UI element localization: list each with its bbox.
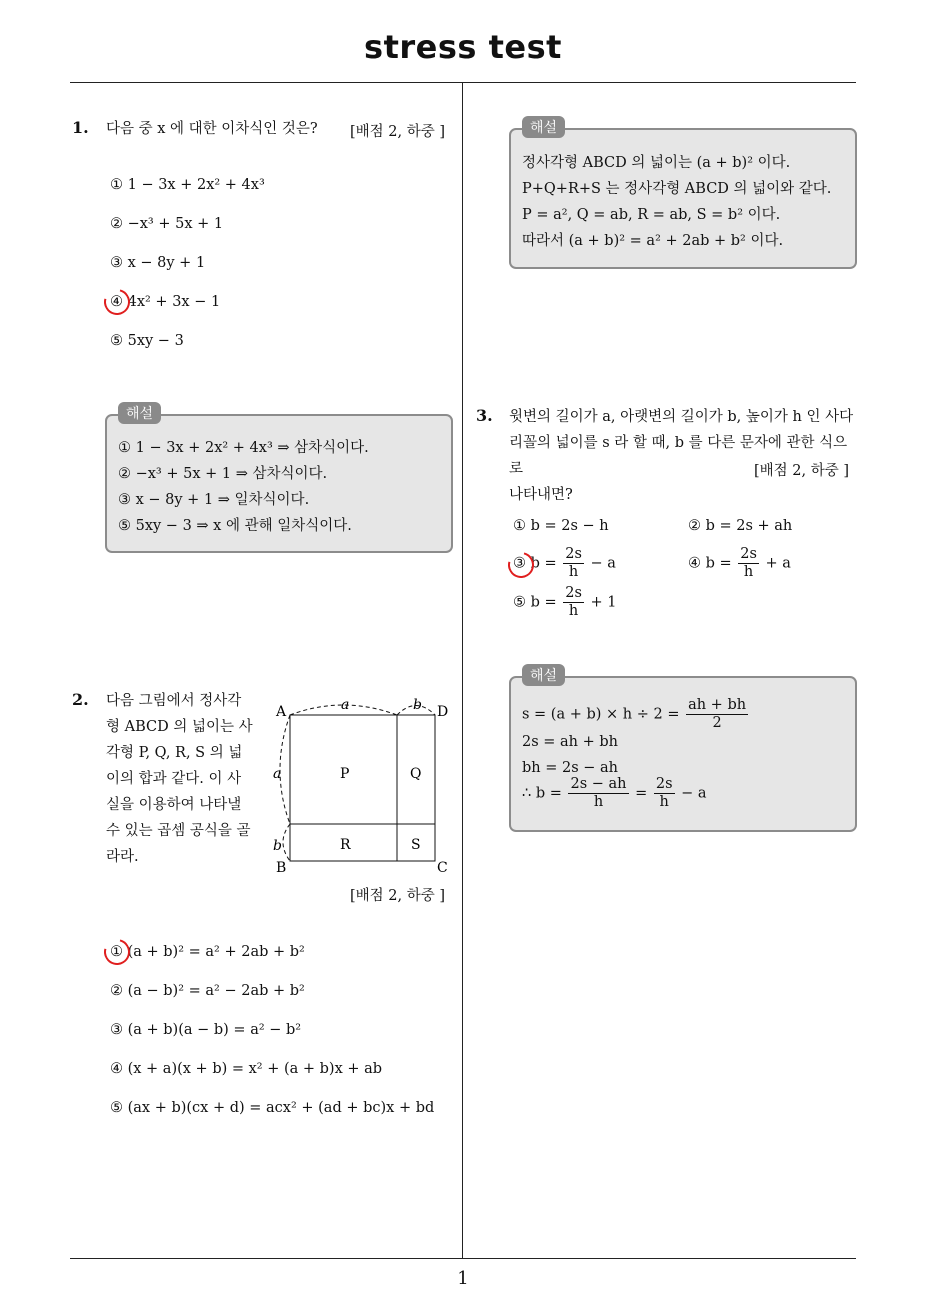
q1-solution-line: ② −x³ + 5x + 1 ⇒ 삼차식이다. (118, 466, 328, 482)
q2-option-5[interactable]: ⑤ (ax + b)(cx + d) = acx² + (ad + bc)x + bd (110, 1100, 435, 1116)
q3-option-5[interactable]: ⑤ b = $\frac{2s}{h}$ + 1 (513, 585, 617, 619)
q1-solution-line: ① 1 − 3x + 2x² + 4x³ ⇒ 삼차식이다. (118, 440, 369, 456)
corner-C: C (437, 860, 448, 876)
q2-solution-line: 따라서 (a + b)² = a² + 2ab + b² 이다. (522, 233, 784, 249)
region-S: S (411, 837, 421, 853)
label-left-b: b (273, 838, 282, 854)
q1-option-3[interactable]: ③ x − 8y + 1 (110, 255, 206, 271)
q1-option-4[interactable]: ④ 4x² + 3x − 1 (110, 294, 221, 310)
q1-score: [배점 2, 하중 ] (350, 124, 446, 140)
q2-solution-line: P = a², Q = ab, R = ab, S = b² 이다. (522, 207, 781, 223)
corner-B: B (276, 860, 287, 876)
label-top-a: a (341, 697, 350, 713)
page-number: 1 (457, 1268, 469, 1289)
corner-D: D (437, 704, 449, 720)
q2-option-4[interactable]: ④ (x + a)(x + b) = x² + (a + b)x + ab (110, 1061, 383, 1077)
header-rule (70, 82, 856, 83)
q1-text: 다음 중 x 에 대한 이차식인 것은? (106, 121, 318, 137)
q3-solution-line: 2s = ah + bh (522, 734, 619, 750)
q3-solution-line: s = (a + b) × h ÷ 2 = $\frac{ah + bh}{2}$ (522, 697, 747, 731)
q1-option-2[interactable]: ② −x³ + 5x + 1 (110, 216, 224, 232)
q2-solution-line: P+Q+R+S 는 정사각형 ABCD 의 넓이와 같다. (522, 181, 832, 197)
label-left-a: a (273, 766, 282, 782)
answer-mark-q2 (99, 934, 135, 970)
q2-solution-line: 정사각형 ABCD 의 넓이는 (a + b)² 이다. (522, 155, 791, 171)
q1-solution-line: ③ x − 8y + 1 ⇒ 일차식이다. (118, 492, 310, 508)
region-Q: Q (410, 766, 422, 782)
label-top-b: b (413, 697, 422, 713)
q2-text: 다음 그림에서 정사각 형 ABCD 의 넓이는 사 각형 P, Q, R, S 의 넓 이의 합과 같다. 이 사 실을 이용하여 나타낼 수 있는 곱셈 공식을 골 라라. (106, 693, 253, 865)
q2-option-3[interactable]: ③ (a + b)(a − b) = a² − b² (110, 1022, 302, 1038)
answer-mark-q1 (99, 284, 135, 320)
region-R: R (340, 837, 351, 853)
q2-option-1[interactable]: ① (a + b)² = a² + 2ab + b² (110, 944, 305, 960)
q3-option-3[interactable]: ③ b = $\frac{2s}{h}$ − a (513, 546, 616, 580)
q1-number: 1. (72, 118, 89, 137)
q2-score: [배점 2, 하중 ] (350, 888, 446, 904)
q3-option-1[interactable]: ① b = 2s − h (513, 518, 609, 534)
q1-option-5[interactable]: ⑤ 5xy − 3 (110, 333, 184, 349)
square-diagram (265, 690, 460, 880)
page-title: stress test (364, 28, 562, 66)
q3-number: 3. (476, 406, 493, 425)
q3-solution-line: bh = 2s − ah (522, 760, 619, 776)
q1-solution-tag: 해설 (118, 402, 161, 424)
q1-option-1[interactable]: ① 1 − 3x + 2x² + 4x³ (110, 177, 265, 193)
q3-option-2[interactable]: ② b = 2s + ah (688, 518, 793, 534)
q3-score: [배점 2, 하중 ] (754, 463, 850, 479)
q2-option-2[interactable]: ② (a − b)² = a² − 2ab + b² (110, 983, 305, 999)
region-P: P (340, 766, 350, 782)
q2-number: 2. (72, 690, 89, 709)
q3-option-4[interactable]: ④ b = $\frac{2s}{h}$ + a (688, 546, 791, 580)
column-divider (462, 83, 463, 1259)
q3-solution-line: ∴ b = $\frac{2s - ah}{h}$ = $\frac{2s}{h}$ − a (522, 776, 707, 810)
footer-rule (70, 1258, 856, 1259)
q3-text: 윗변의 길이가 a, 아랫변의 길이가 b, 높이가 h 인 사다 리꼴의 넓이를 s 라 할 때, b 를 다른 문자에 관한 식으로 나타내면? (509, 409, 854, 503)
corner-A: A (276, 704, 287, 720)
q3-solution-tag: 해설 (522, 664, 565, 686)
q2-solution-tag: 해설 (522, 116, 565, 138)
q1-solution-line: ⑤ 5xy − 3 ⇒ x 에 관해 일차식이다. (118, 518, 352, 534)
